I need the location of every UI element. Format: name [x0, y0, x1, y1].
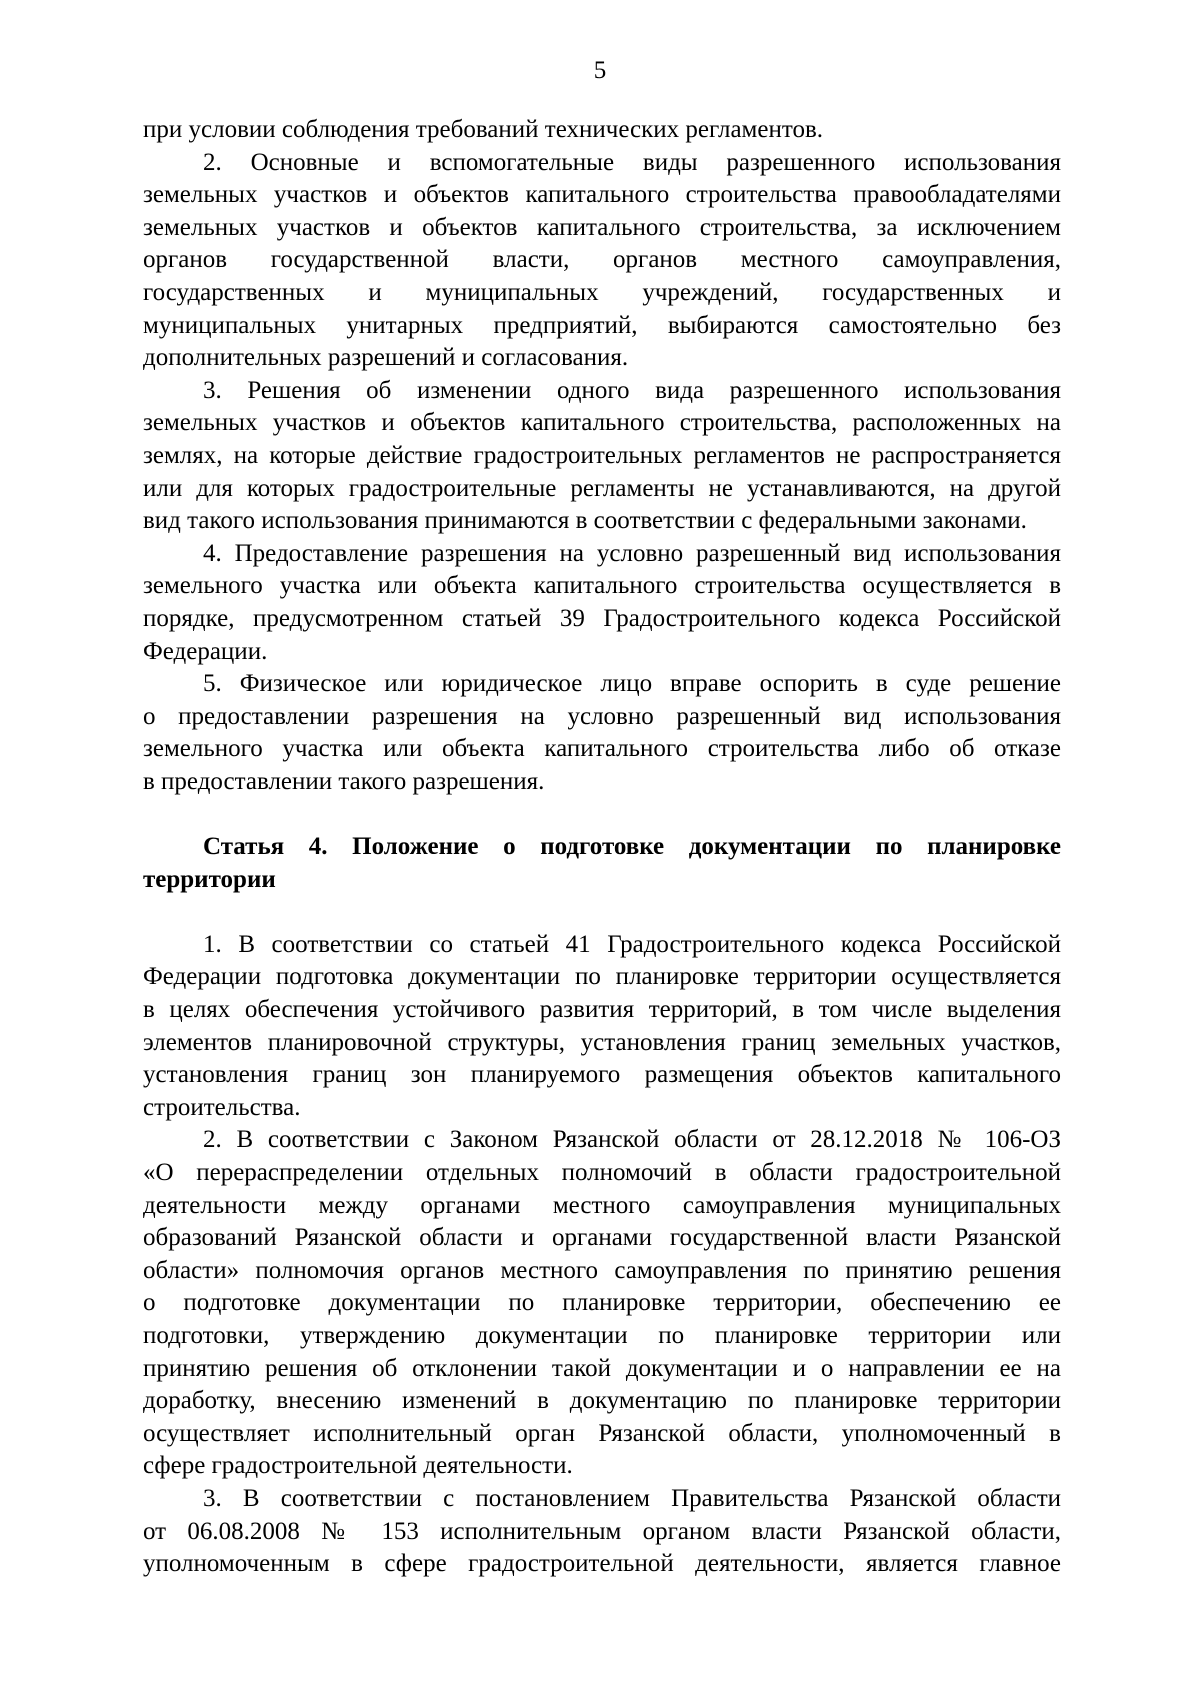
text-line: образований Рязанской области и органами государственной власти Рязанской — [143, 1224, 1061, 1252]
text-line: землях, на которые действие градостроительных регламентов не распространяется — [143, 441, 1061, 469]
text-line: о подготовке документации по планировке территории, обеспечению ее — [143, 1289, 1061, 1317]
text-line: земельных участков и объектов капитального строительства правообладателями — [143, 181, 1061, 209]
paragraph — [143, 929, 1061, 1125]
paragraph — [143, 1483, 1061, 1581]
text-line: области» полномочия органов местного самоуправления по принятию решения — [143, 1256, 1061, 1284]
text-line: 5. Физическое или юридическое лицо вправе оспорить в суде решение — [203, 670, 1061, 698]
text-line: 3. Решения об изменении одного вида разрешенного использования — [203, 376, 1061, 404]
text-line: доработку, внесению изменений в документацию по планировке территории — [143, 1387, 1061, 1415]
text-line: осуществляет исполнительный орган Рязанской области, уполномоченный в — [143, 1419, 1061, 1447]
text-line: «О перераспределении отдельных полномочий в области градостроительной — [143, 1159, 1061, 1186]
paragraph — [143, 114, 1061, 147]
paragraph-spacing — [143, 798, 1061, 831]
text-line: установления границ зон планируемого размещения объектов капитального — [143, 1061, 1061, 1089]
text-line: принятию решения об отклонении такой документации и о направлении ее на — [143, 1354, 1061, 1382]
text-line: вид такого использования принимаются в соответствии с федеральными законами. — [143, 507, 1027, 535]
text-line: Федерации подготовка документации по планировке территории осуществляется — [143, 963, 1061, 991]
text-line: элементов планировочной структуры, установления границ земельных участков, — [143, 1028, 1061, 1056]
text-line: земельного участка или объекта капитального строительства осуществляется в — [143, 572, 1061, 600]
text-line: муниципальных унитарных предприятий, выбираются самостоятельно без — [143, 311, 1061, 339]
paragraph — [143, 147, 1061, 375]
paragraph — [143, 375, 1061, 538]
heading-line: территории — [143, 865, 276, 893]
text-line: при условии соблюдения требований технических регламентов. — [143, 116, 824, 143]
paragraph — [143, 538, 1061, 668]
text-line: или для которых градостроительные регламенты не устанавливаются, на другой — [143, 474, 1061, 502]
text-line: Федерации. — [143, 637, 268, 665]
text-line: в предоставлении такого разрешения. — [143, 767, 545, 795]
page-number: 5 — [593, 57, 607, 84]
text-line: деятельности между органами местного самоуправления муниципальных — [143, 1191, 1061, 1219]
article-heading — [143, 831, 1061, 896]
text-line: 2. В соответствии с Законом Рязанской области от 28.12.2018 № 106-ОЗ — [203, 1126, 1061, 1154]
text-line: от 06.08.2008 № 153 исполнительным органом власти Рязанской области, — [143, 1517, 1061, 1545]
text-line: дополнительных разрешений и согласования. — [143, 344, 629, 372]
document-body — [143, 114, 1061, 1581]
text-line: органов государственной власти, органов местного самоуправления, — [143, 246, 1061, 274]
paragraph — [143, 668, 1061, 798]
text-line: о предоставлении разрешения на условно разрешенный вид использования — [143, 702, 1061, 730]
paragraph — [143, 1124, 1061, 1483]
text-line: 3. В соответствии с постановлением Правительства Рязанской области — [203, 1484, 1061, 1512]
text-line: земельного участка или объекта капитального строительства либо об отказе — [143, 735, 1061, 763]
text-line: подготовки, утверждению документации по планировке территории или — [143, 1321, 1061, 1349]
text-line: земельных участков и объектов капитального строительства, за исключением — [143, 213, 1061, 241]
heading-line: Статья 4. Положение о подготовке документации по планировке — [203, 833, 1061, 861]
text-line: строительства. — [143, 1093, 301, 1121]
text-line: земельных участков и объектов капитального строительства, расположенных на — [143, 409, 1061, 437]
text-line: государственных и муниципальных учреждений, государственных и — [143, 278, 1061, 306]
text-line: в целях обеспечения устойчивого развития территорий, в том числе выделения — [143, 996, 1061, 1024]
text-line: 4. Предоставление разрешения на условно разрешенный вид использования — [203, 539, 1061, 567]
text-line: 1. В соответствии со статьей 41 Градостроительного кодекса Российской — [203, 930, 1061, 958]
text-line: сфере градостроительной деятельности. — [143, 1452, 573, 1480]
text-line: уполномоченным в сфере градостроительной деятельности, является главное — [143, 1550, 1061, 1578]
paragraph-spacing — [143, 896, 1061, 929]
text-line: 2. Основные и вспомогательные виды разрешенного использования — [203, 148, 1061, 176]
text-line: порядке, предусмотренном статьей 39 Градостроительного кодекса Российской — [143, 604, 1061, 632]
